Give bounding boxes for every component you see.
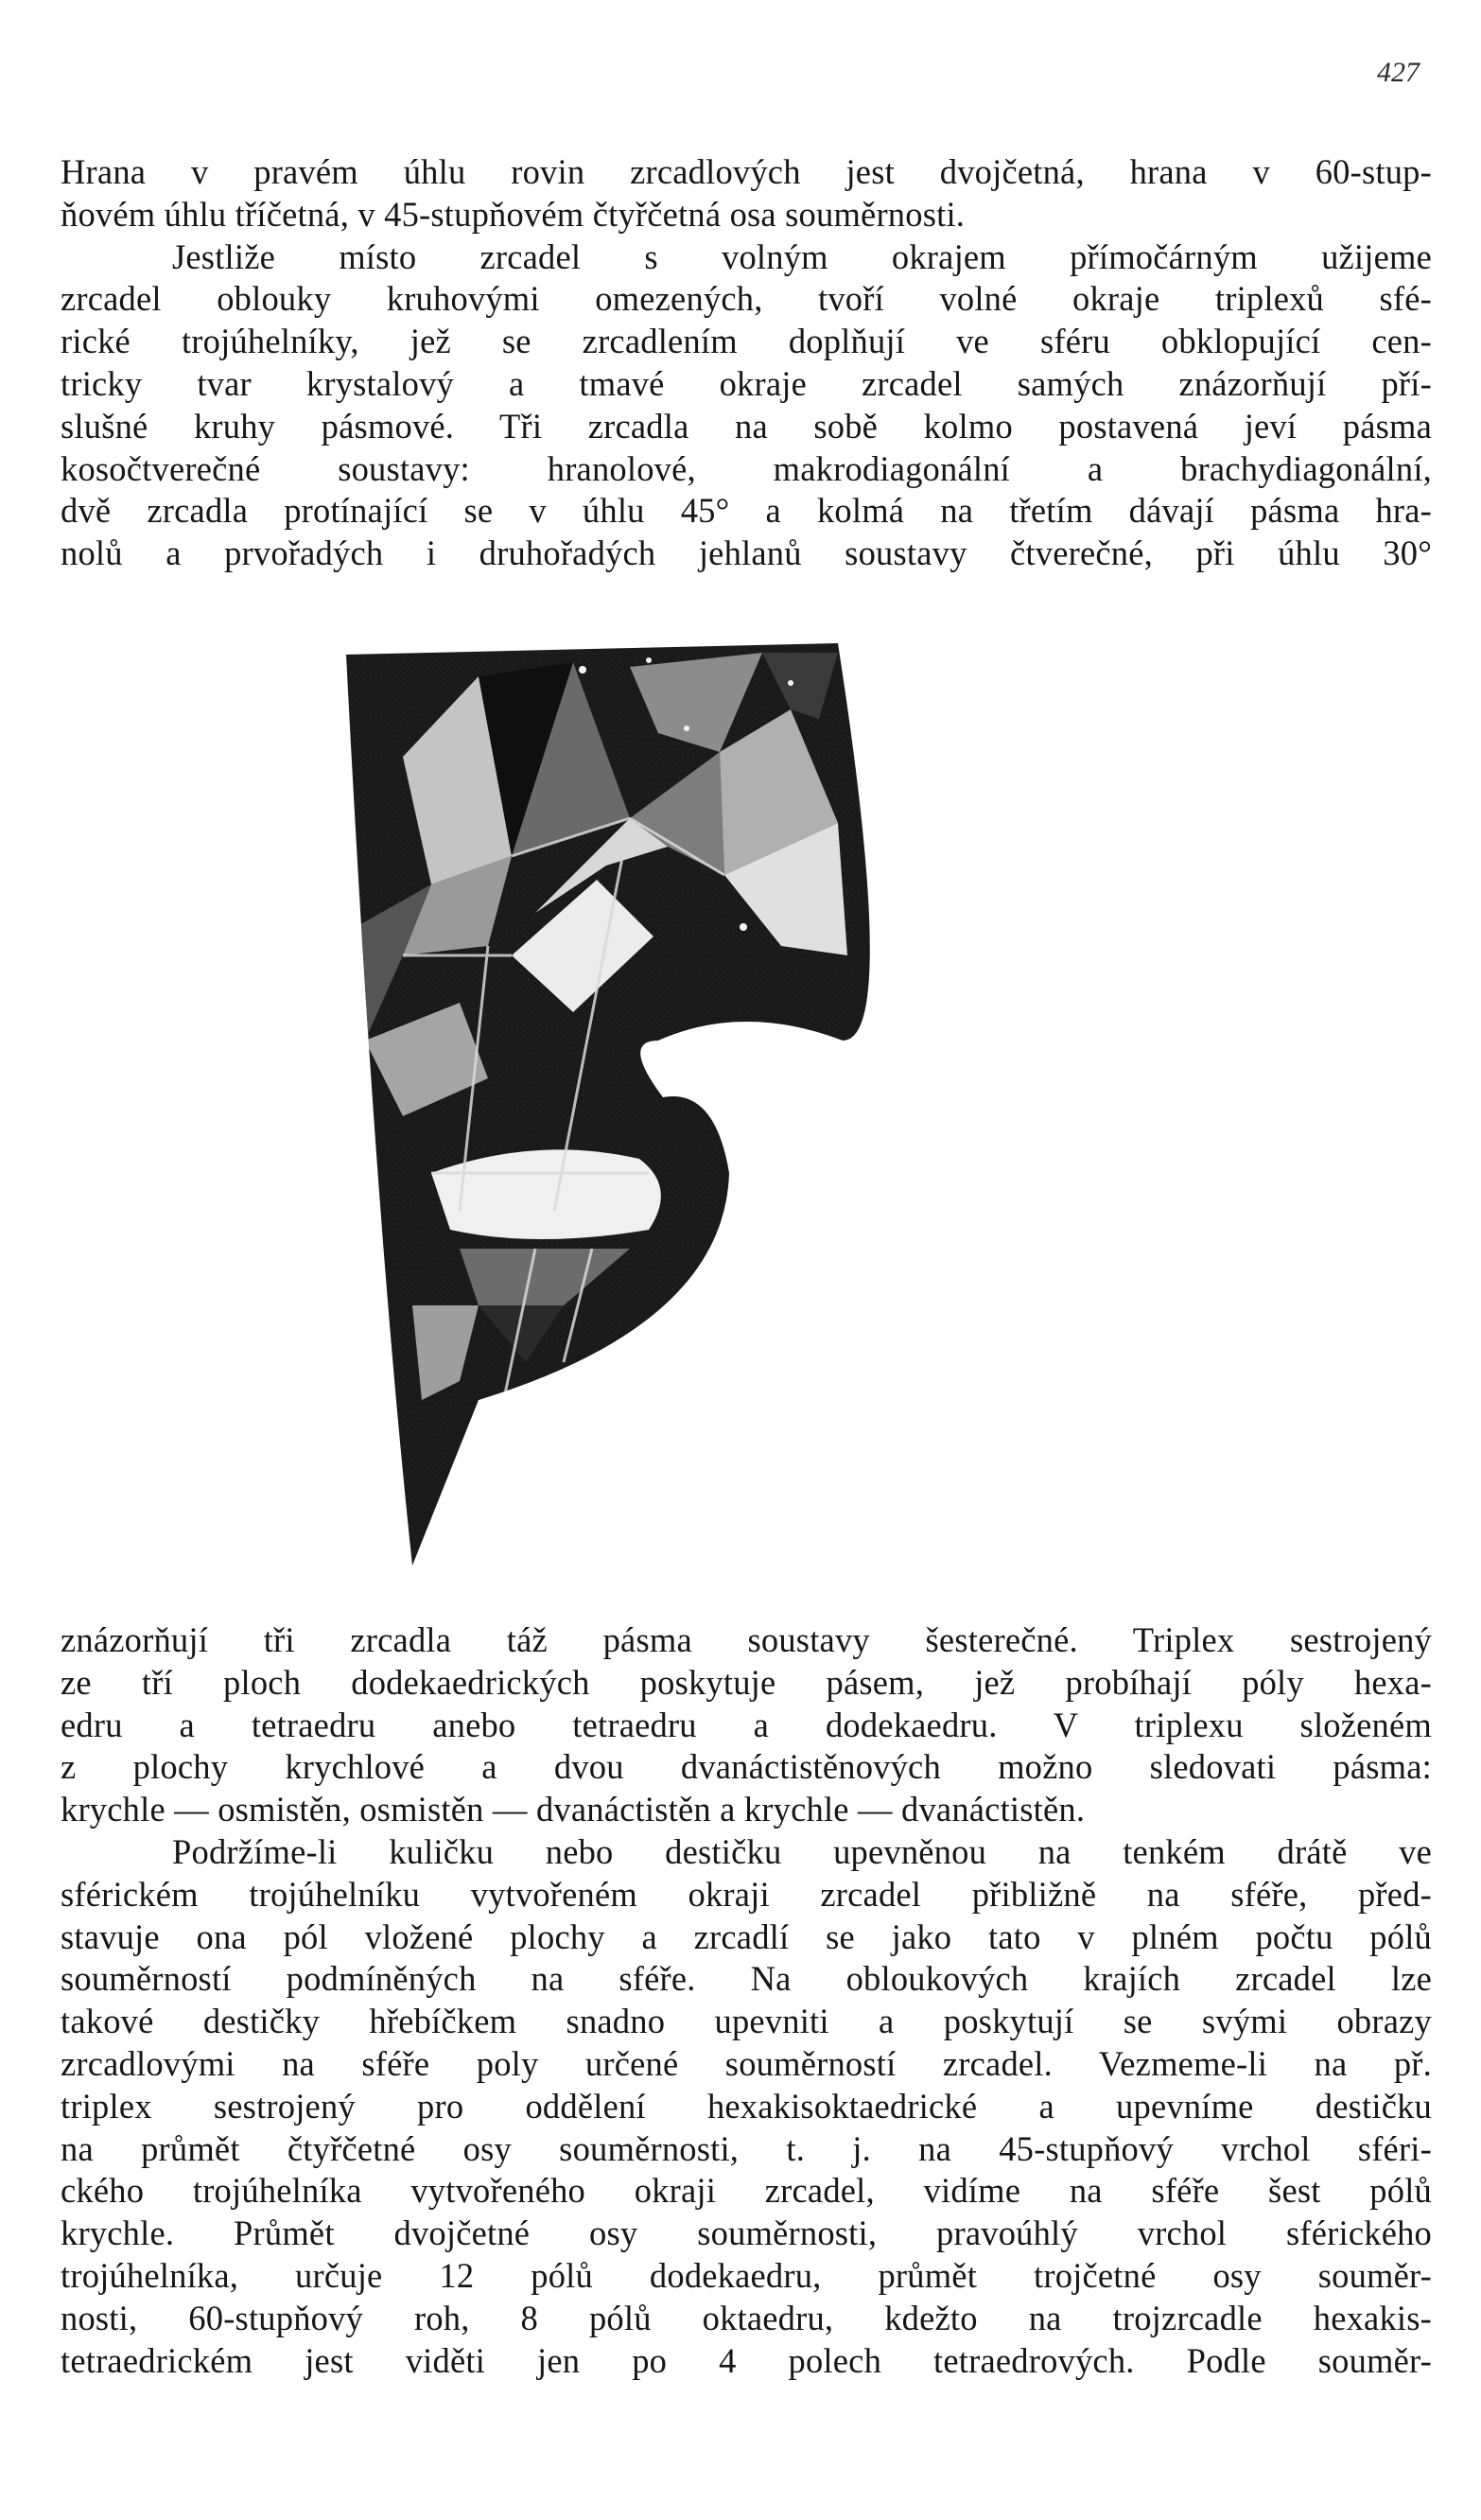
text-line: krychle. Průmět dvojčetné osy souměrnosti, pravoúhlý vrchol sférického: [61, 2214, 1432, 2253]
text-line: slušné kruhy pásmové. Tři zrcadla na sobě kolmo postavená jeví pásma: [61, 406, 1432, 446]
text-line: ckého trojúhelníka vytvořeného okraji zrcadel, vidíme na sféře šest pólů: [61, 2171, 1432, 2211]
text-line: takové destičky hřebíčkem snadno upevniti a poskytují se svými obrazy: [61, 2002, 1432, 2041]
text-line: rické trojúhelníky, jež se zrcadlením doplňují ve sféru obklopující cen-: [61, 322, 1432, 361]
text-line: Jestliže místo zrcadel s volným okrajem přímočárným užijeme: [172, 236, 1432, 276]
text-line: tetraedrickém jest viděti jen po 4 polech tetraedrových. Podle souměr-: [61, 2340, 1432, 2380]
text-line: ňovém úhlu tříčetná, v 45-stupňovém čtyřčetná osa souměrnosti.: [61, 194, 966, 234]
speck: [788, 680, 793, 686]
text-line: kosočtverečné soustavy: hranolové, makrodiagonální a brachydiagonální,: [61, 448, 1432, 488]
text-line: zrcadel oblouky kruhovými omezených, tvoří volné okraje triplexů sfé-: [61, 279, 1432, 319]
text-line: sférickém trojúhelníku vytvořeném okraji zrcadel přibližně na sféře, před-: [61, 1874, 1432, 1914]
text-line: krychle — osmistěn, osmistěn — dvanáctistěn a krychle — dvanáctistěn.: [61, 1790, 1086, 1829]
text-line: triplex sestrojený pro oddělení hexakisoktaedrické a upevníme destičku: [61, 2086, 1432, 2126]
text-line: Hrana v pravém úhlu rovin zrcadlových jest dvojčetná, hrana v 60-stup-: [61, 152, 1432, 191]
text-line: dvě zrcadla protínající se v úhlu 45° a kolmá na třetím dávají pásma hra-: [61, 491, 1432, 531]
text-line: zrcadlovými na sféře poly určené souměrností zrcadel. Vezmeme-li na př.: [61, 2043, 1432, 2083]
text-line: tricky tvar krystalový a tmavé okraje zrcadel samých znázorňují pří-: [61, 363, 1432, 403]
triplex-photograph-svg: [346, 643, 932, 1570]
page-number: 427: [1377, 57, 1420, 88]
text-line: na průmět čtyřčetné osy souměrnosti, t. j. na 45-stupňový vrchol sféri-: [61, 2128, 1432, 2168]
text-line: souměrností podmíněných na sféře. Na obloukových krajích zrcadel lze: [61, 1959, 1432, 1999]
text-line: Podržíme-li kuličku nebo destičku upevněnou na tenkém drátě ve: [172, 1831, 1432, 1871]
speck: [684, 726, 689, 731]
text-block-top: [61, 151, 1432, 575]
triplex-photograph: [346, 643, 932, 1570]
text-line: z plochy krychlové a dvou dvanáctistěnových možno sledovati pásma:: [61, 1747, 1432, 1787]
text-line: trojúhelníka, určuje 12 pólů dodekaedru, průmět trojčetné osy souměr-: [61, 2255, 1432, 2295]
text-line: ze tří ploch dodekaedrických poskytuje pásem, jež probíhají póly hexa-: [61, 1662, 1432, 1702]
speck: [646, 657, 652, 663]
text-line: edru a tetraedru anebo tetraedru a dodekaedru. V triplexu složeném: [61, 1705, 1432, 1744]
text-line: nosti, 60-stupňový roh, 8 pólů oktaedru, kdežto na trojzrcadle hexakis-: [61, 2298, 1432, 2337]
speck: [579, 666, 586, 674]
text-line: stavuje ona pól vložené plochy a zrcadlí se jako tato v plném počtu pólů: [61, 1916, 1432, 1956]
text-line: nolů a prvořadých i druhořadých jehlanů soustavy čtverečné, při úhlu 30°: [61, 534, 1432, 573]
speck: [740, 923, 747, 931]
text-block-bottom: [61, 1619, 1432, 2382]
text-line: znázorňují tři zrcadla táž pásma soustavy šesterečné. Triplex sestrojený: [61, 1620, 1432, 1659]
